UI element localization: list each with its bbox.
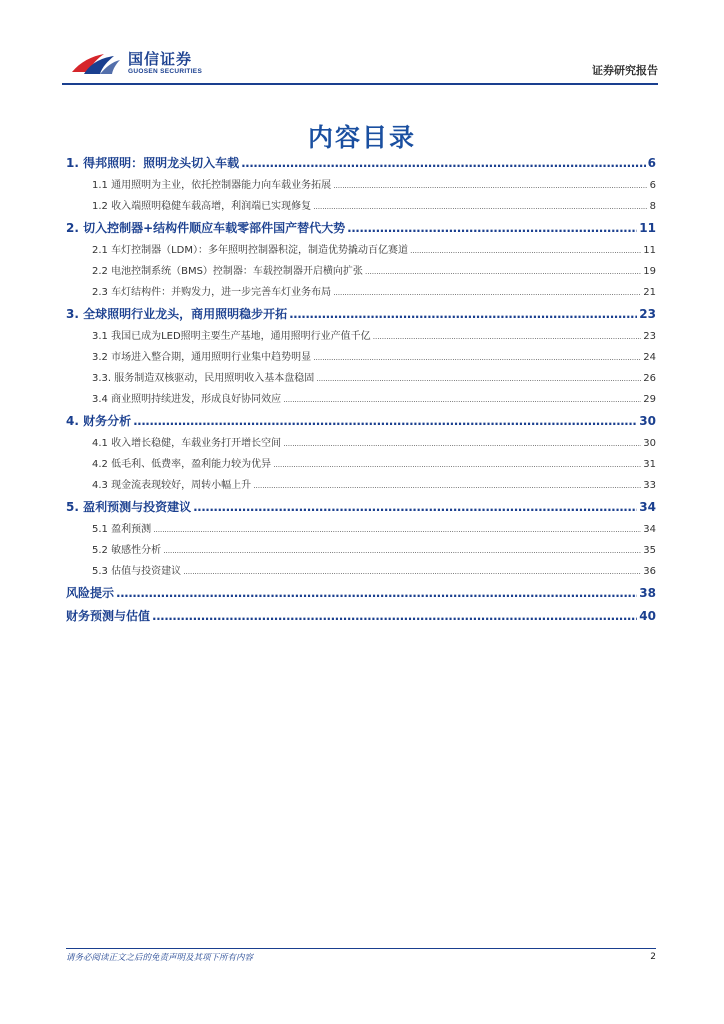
- toc-entry-page: 6: [649, 180, 656, 191]
- page-header: [68, 48, 658, 88]
- toc-entry-page: 31: [643, 459, 656, 470]
- toc-leader-dots: [333, 282, 641, 303]
- footer-disclaimer: 请务必阅读正文之后的免责声明及其项下所有内容: [66, 953, 254, 963]
- toc-leader-dots: [153, 519, 641, 540]
- toc-entry-page: 34: [643, 524, 656, 535]
- toc-leader-dots: [133, 410, 637, 433]
- toc-leader-dots: [283, 433, 641, 454]
- toc-section-link[interactable]: [66, 410, 656, 433]
- toc-entry-page: 23: [639, 307, 656, 321]
- guosen-logo-icon: [70, 50, 122, 76]
- toc-leader-dots: [116, 582, 637, 605]
- toc-entry-page: 11: [643, 245, 656, 256]
- toc-entry-label: 财务预测与估值: [66, 609, 151, 623]
- toc-subsection-link[interactable]: [66, 540, 656, 561]
- toc-entry-page: 29: [643, 394, 656, 405]
- toc-leader-dots: [253, 475, 641, 496]
- toc-section-link[interactable]: [66, 496, 656, 519]
- toc-subsection-link[interactable]: [66, 519, 656, 540]
- toc-entry-label: 2.3 车灯结构件：并购发力，进一步完善车灯业务布局: [92, 287, 332, 298]
- toc-subsection-link[interactable]: [66, 326, 656, 347]
- toc-leader-dots: [289, 303, 637, 326]
- toc-entry-page: 26: [643, 373, 656, 384]
- toc-leader-dots: [365, 261, 641, 282]
- toc-entry-label: 3.1 我国已成为LED照明主要生产基地，通用照明行业产值千亿: [92, 331, 371, 342]
- toc-subsection-link[interactable]: [66, 196, 656, 217]
- report-type-label: 证券研究报告: [592, 64, 658, 77]
- toc-entry-label: 3. 全球照明行业龙头，商用照明稳步开拓: [66, 307, 288, 321]
- toc-entry-page: 8: [649, 201, 656, 212]
- toc-entry-label: 4.1 收入增长稳健，车载业务打开增长空间: [92, 438, 282, 449]
- toc-entry-label: 2.1 车灯控制器（LDM）：多年照明控制器积淀，制造优势撬动百亿赛道: [92, 245, 408, 256]
- toc-entry-page: 35: [643, 545, 656, 556]
- toc-leader-dots: [313, 196, 648, 217]
- logo-chinese-name: 国信证券: [128, 50, 193, 68]
- footer-divider: [66, 948, 656, 949]
- toc-entry-page: 23: [643, 331, 656, 342]
- toc-entry-label: 1.1 通用照明为主业，依托控制器能力向车载业务拓展: [92, 180, 332, 191]
- toc-entry-label: 5.3 估值与投资建议: [92, 566, 182, 577]
- toc-subsection-link[interactable]: [66, 561, 656, 582]
- toc-entry-label: 2. 切入控制器+结构件顺应车载零部件国产替代大势: [66, 221, 346, 235]
- toc-entry-page: 36: [643, 566, 656, 577]
- toc-entry-label: 4.3 现金流表现较好，周转小幅上升: [92, 480, 252, 491]
- toc-subsection-link[interactable]: [66, 368, 656, 389]
- toc-leader-dots: [152, 605, 637, 628]
- toc-entry-page: 38: [639, 586, 656, 600]
- toc-leader-dots: [313, 347, 641, 368]
- toc-subsection-link[interactable]: [66, 475, 656, 496]
- toc-entry-page: 19: [643, 266, 656, 277]
- toc-entry-label: 3.2 市场进入整合期，通用照明行业集中趋势明显: [92, 352, 312, 363]
- toc-leader-dots: [347, 217, 637, 240]
- toc-leader-dots: [163, 540, 641, 561]
- company-logo: [70, 50, 202, 76]
- toc-leader-dots: [373, 326, 642, 347]
- page-number: 2: [650, 952, 656, 962]
- toc-entry-label: 2.2 电池控制系统（BMS）控制器：车载控制器开启横向扩张: [92, 266, 363, 277]
- toc-entry-page: 6: [647, 156, 656, 170]
- toc-leader-dots: [183, 561, 641, 582]
- toc-section-link[interactable]: [66, 217, 656, 240]
- toc-section-link[interactable]: [66, 582, 656, 605]
- toc-entry-label: 5.1 盈利预测: [92, 524, 152, 535]
- toc-entry-label: 4. 财务分析: [66, 414, 132, 428]
- toc-leader-dots: [273, 454, 641, 475]
- toc-entry-label: 5. 盈利预测与投资建议: [66, 500, 192, 514]
- toc-entry-label: 4.2 低毛利、低费率，盈利能力较为优异: [92, 459, 272, 470]
- toc-title: 内容目录: [307, 123, 416, 152]
- toc-entry-page: 33: [643, 480, 656, 491]
- toc-section-link[interactable]: [66, 303, 656, 326]
- toc-entry-page: 40: [639, 609, 656, 623]
- toc-entry-page: 30: [639, 414, 656, 428]
- toc-subsection-link[interactable]: [66, 240, 656, 261]
- toc-subsection-link[interactable]: [66, 454, 656, 475]
- toc-leader-dots: [193, 496, 637, 519]
- toc-leader-dots: [283, 389, 641, 410]
- toc-subsection-link[interactable]: [66, 347, 656, 368]
- logo-english-name: GUOSEN SECURITIES: [128, 68, 203, 75]
- toc-subsection-link[interactable]: [66, 282, 656, 303]
- toc-entry-label: 风险提示: [66, 586, 115, 600]
- toc-subsection-link[interactable]: [66, 175, 656, 196]
- toc-leader-dots: [316, 368, 641, 389]
- toc-entry-page: 11: [639, 221, 656, 235]
- toc-leader-dots: [410, 240, 641, 261]
- toc-section-link[interactable]: [66, 605, 656, 628]
- toc-entry-label: 3.3. 服务制造双核驱动，民用照明收入基本盘稳固: [92, 373, 315, 384]
- toc-leader-dots: [333, 175, 648, 196]
- toc-entry-label: 1.2 收入端照明稳健车载高增，利润端已实现修复: [92, 201, 312, 212]
- toc-subsection-link[interactable]: [66, 433, 656, 454]
- toc-entry-label: 1. 得邦照明：照明龙头切入车载: [66, 156, 240, 170]
- toc-leader-dots: [241, 152, 646, 175]
- toc-entry-label: 3.4 商业照明持续进发，形成良好协同效应: [92, 394, 282, 405]
- toc-entry-page: 24: [643, 352, 656, 363]
- table-of-contents: [66, 152, 656, 628]
- toc-subsection-link[interactable]: [66, 261, 656, 282]
- toc-subsection-link[interactable]: [66, 389, 656, 410]
- toc-entry-page: 30: [643, 438, 656, 449]
- header-divider: [62, 83, 658, 85]
- toc-entry-label: 5.2 敏感性分析: [92, 545, 162, 556]
- toc-entry-page: 21: [643, 287, 656, 298]
- toc-entry-page: 34: [639, 500, 656, 514]
- toc-section-link[interactable]: [66, 152, 656, 175]
